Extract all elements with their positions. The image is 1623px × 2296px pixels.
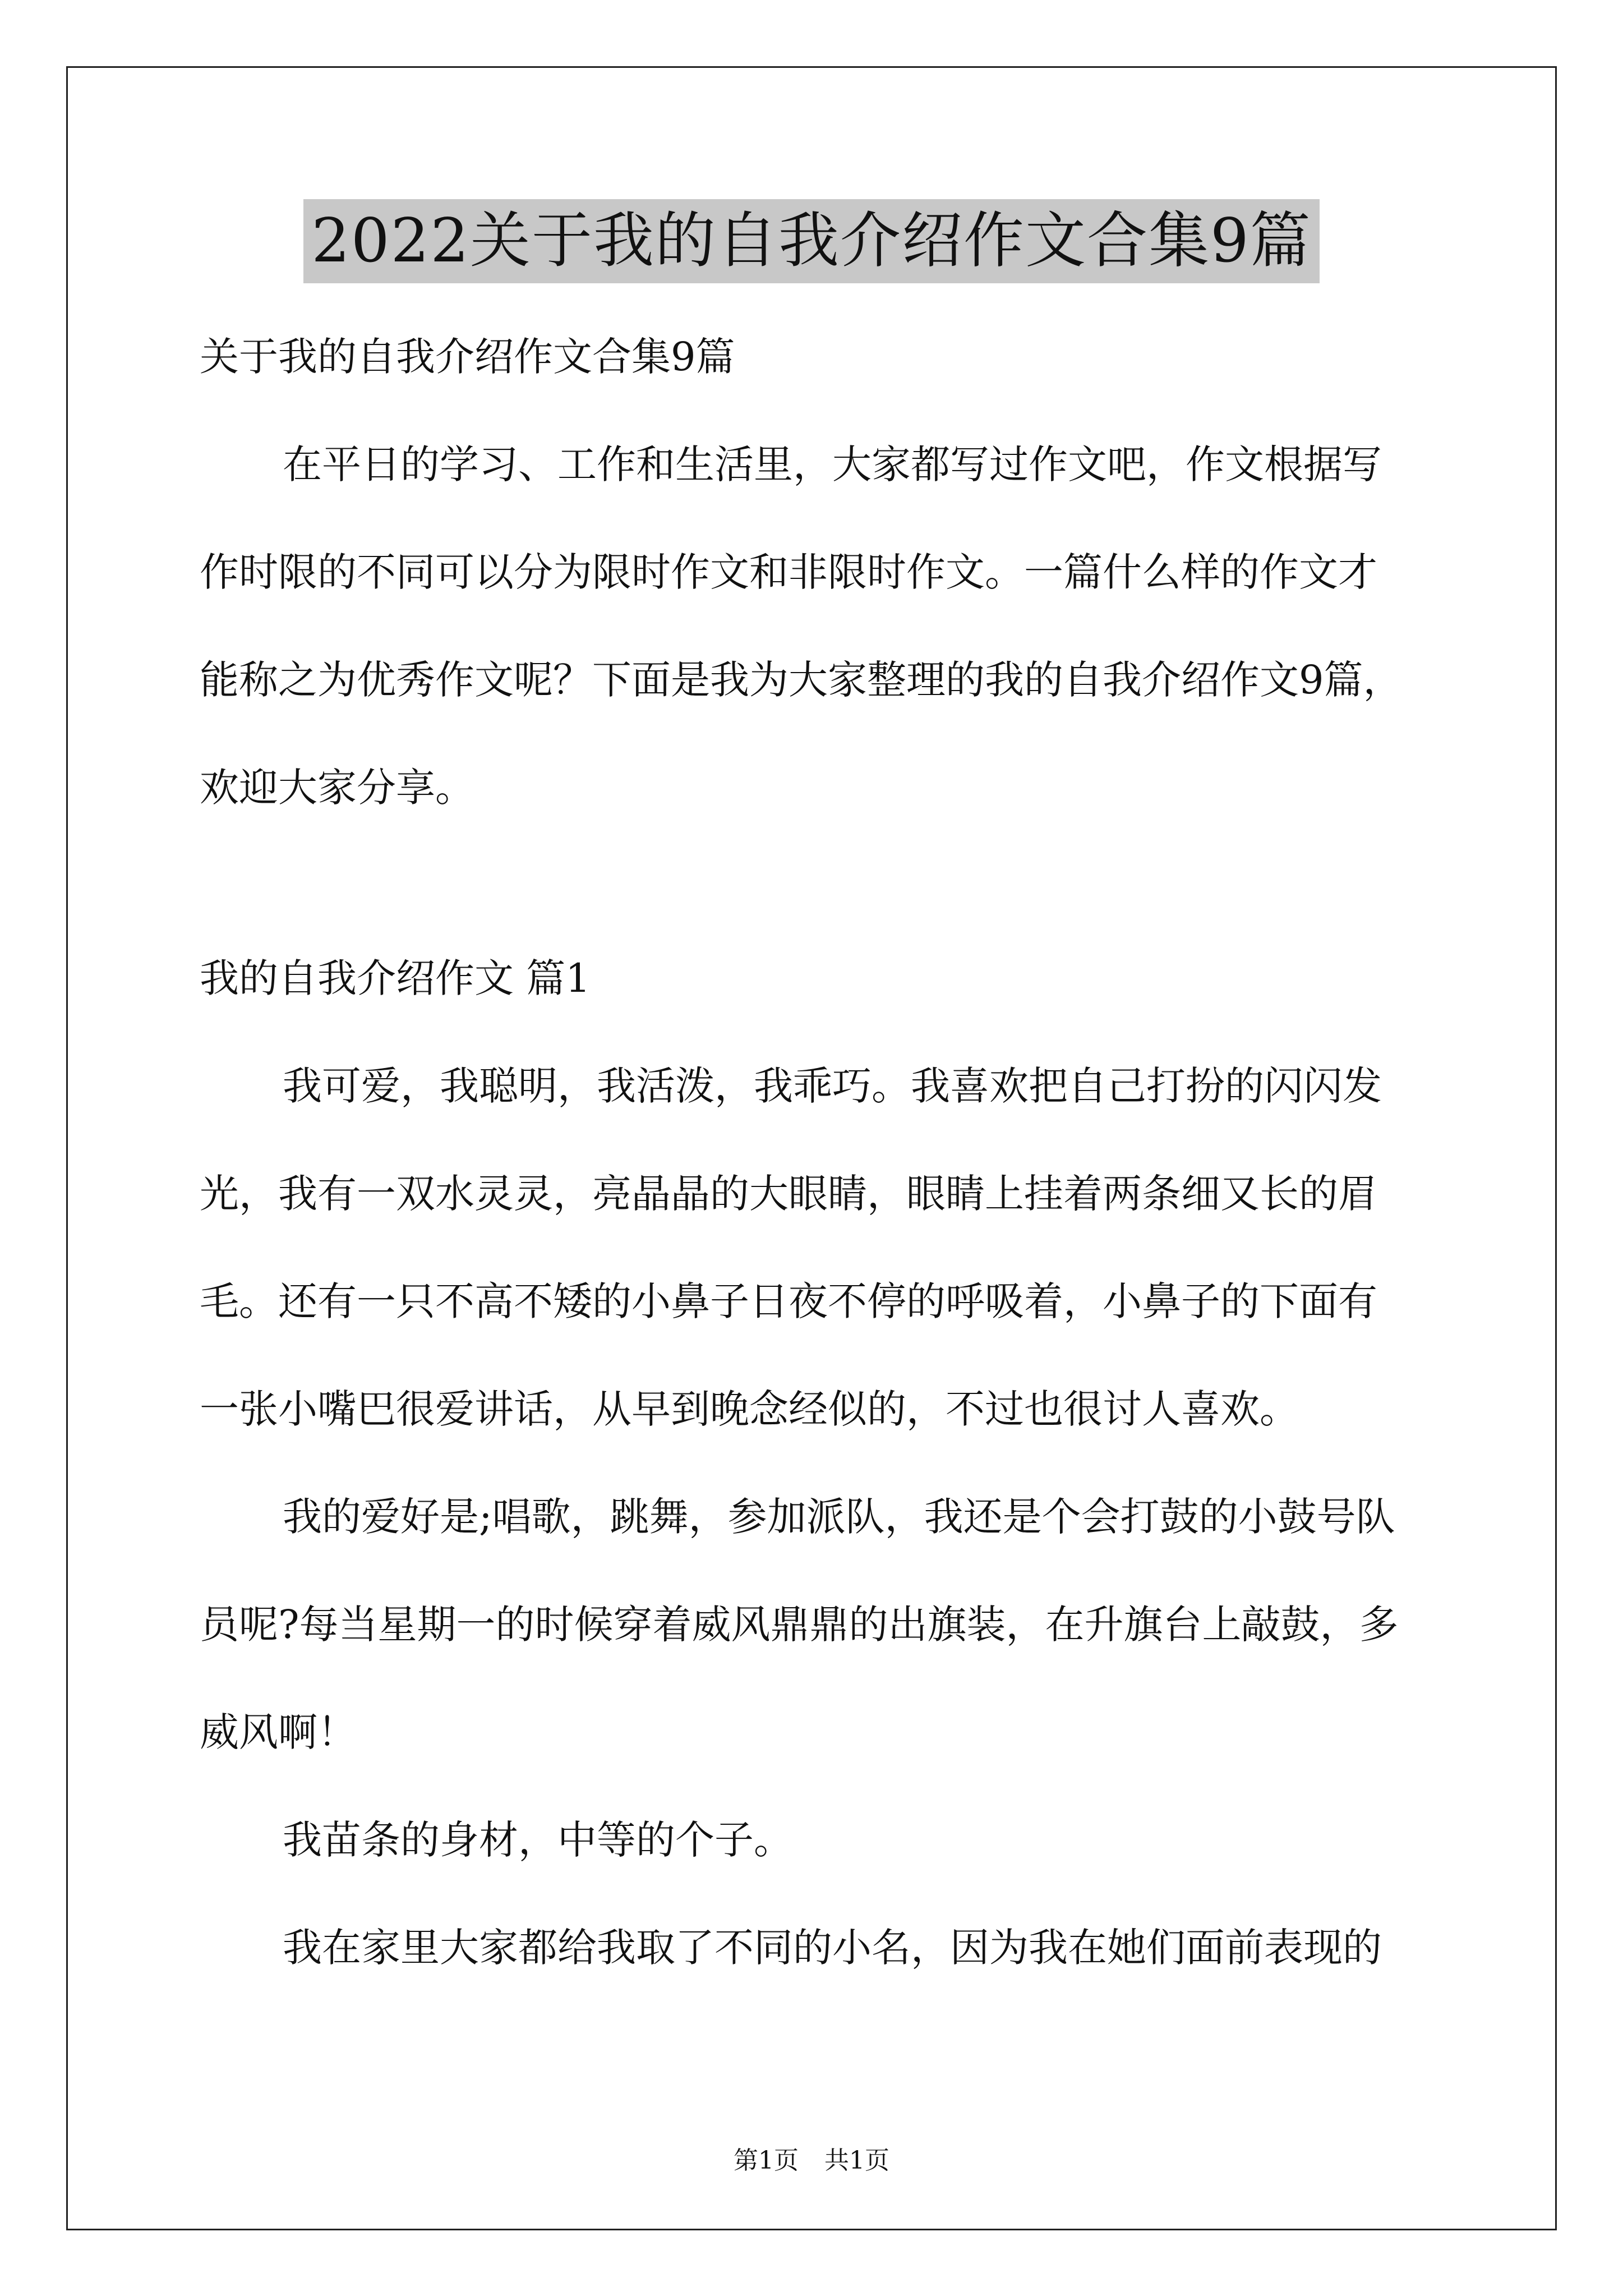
paragraph-line: 毛。还有一只不高不矮的小鼻子日夜不停的呼吸着，小鼻子的下面有 — [200, 1278, 1377, 1324]
section-heading: 我的自我介绍作文 篇1 — [200, 955, 591, 1001]
paragraph-gap — [200, 841, 1461, 924]
paragraph-line: 威风啊！ — [200, 1709, 357, 1755]
document-title: 2022关于我的自我介绍作文合集9篇 — [303, 199, 1320, 283]
paragraph-line: 光，我有一双水灵灵，亮晶晶的大眼睛，眼睛上挂着两条细又长的眉 — [200, 1171, 1377, 1217]
title-container — [0, 199, 1623, 283]
paragraph-line: 我在家里大家都给我取了不同的小名，因为我在她们面前表现的 — [283, 1925, 1382, 1971]
paragraph-line: 员呢?每当星期一的时候穿着威风鼎鼎的出旗装，在升旗台上敲鼓，多 — [200, 1602, 1399, 1648]
intro-line: 能称之为优秀作文呢？下面是我为大家整理的我的自我介绍作文9篇， — [200, 657, 1403, 703]
subtitle: 关于我的自我介绍作文合集9篇 — [200, 334, 735, 380]
paragraph-line: 我苗条的身材，中等的个子。 — [283, 1817, 793, 1863]
page-number: 第1页 — [734, 2146, 799, 2175]
document-body — [200, 303, 1461, 2001]
intro-line: 在平日的学习、工作和生活里，大家都写过作文吧，作文根据写 — [283, 441, 1382, 487]
page-footer — [0, 2140, 1623, 2176]
paragraph-line: 我可爱，我聪明，我活泼，我乖巧。我喜欢把自己打扮的闪闪发 — [283, 1063, 1382, 1109]
page-total: 共1页 — [824, 2146, 889, 2175]
paragraph-line: 我的爱好是;唱歌，跳舞，参加派队，我还是个会打鼓的小鼓号队 — [283, 1494, 1395, 1540]
intro-line: 作时限的不同可以分为限时作文和非限时作文。一篇什么样的作文才 — [200, 549, 1377, 595]
paragraph-line: 一张小嘴巴很爱讲话，从早到晚念经似的，不过也很讨人喜欢。 — [200, 1386, 1299, 1432]
intro-line: 欢迎大家分享。 — [200, 765, 474, 811]
